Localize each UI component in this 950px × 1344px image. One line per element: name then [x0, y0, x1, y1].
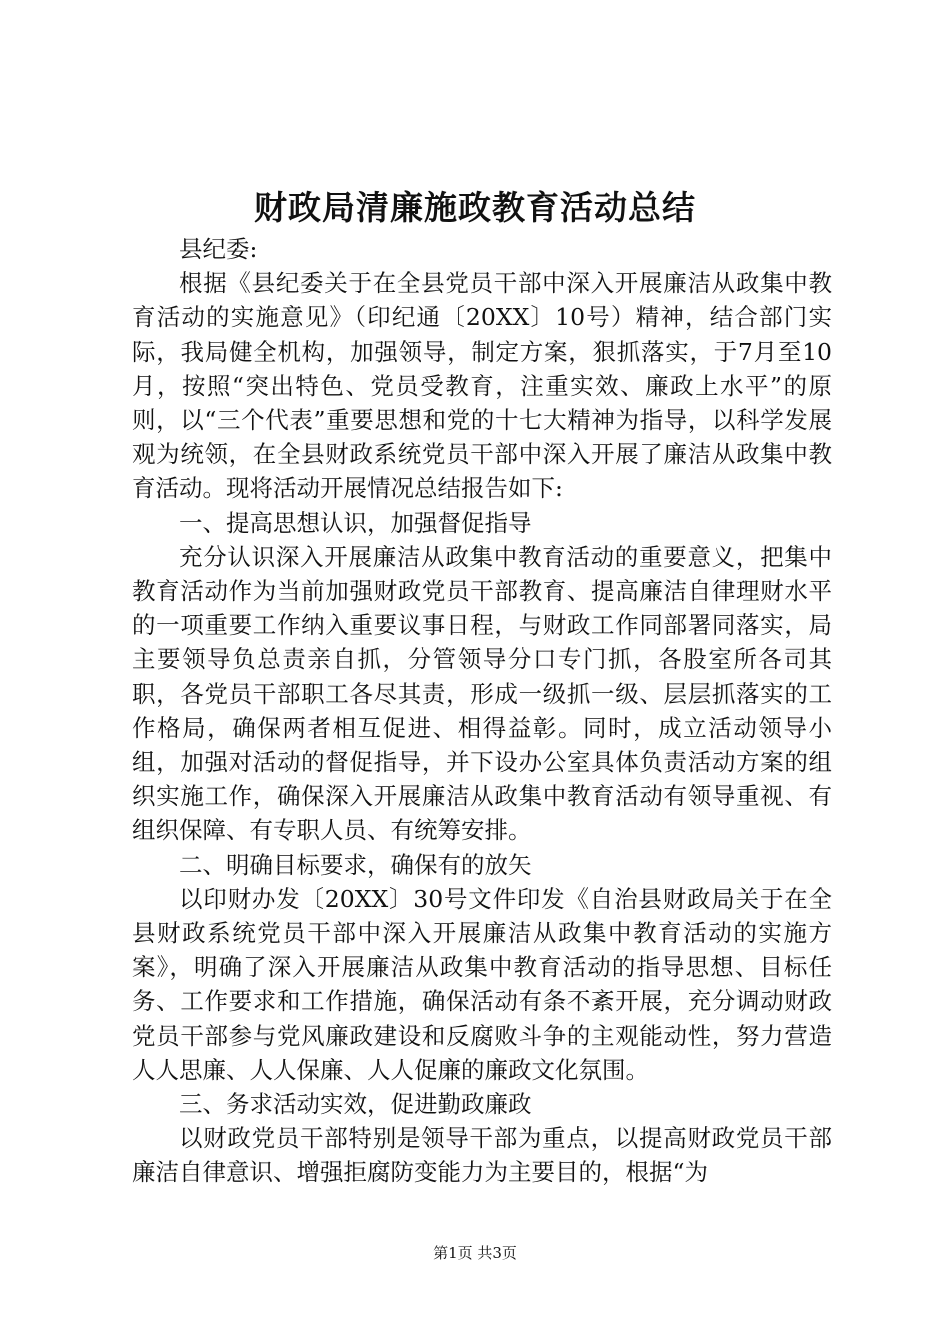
paragraph-section-3: 以财政党员干部特别是领导干部为重点，以提高财政党员干部廉洁自律意识、增强拒腐防变能力为主要目的，根据“为 [132, 1124, 832, 1187]
paragraph-intro: 根据《县纪委关于在全县党员干部中深入开展廉洁从政集中教育活动的实施意见》（印纪通〔20XX〕10号）精神，结合部门实际，我局健全机构，加强领导，制定方案，狠抓落实，于7月至10月，按照“突出特色、党员受教育，注重实效、廉政上水平”的原则，以“三个代表”重要思想和党的十七大精神为指导，以科学发展观为统领，在全县财政系统党员干部中深入开展了廉洁从政集中教育活动。现将活动开展情况总结报告如下: [132, 269, 832, 503]
page-footer: 第1页 共3页 [433, 1244, 517, 1262]
salutation: 县纪委: [179, 235, 258, 263]
paragraph-section-1: 充分认识深入开展廉洁从政集中教育活动的重要意义，把集中教育活动作为当前加强财政党员干部教育、提高廉洁自律理财水平的一项重要工作纳入重要议事日程，与财政工作同部署同落实，局主要领导负总责亲自抓，分管领导分口专门抓，各股室所各司其职，各党员干部职工各尽其责，形成一级抓一级、层层抓落实的工作格局，确保两者相互促进、相得益彰。同时，成立活动领导小组，加强对活动的督促指导，并下设办公室具体负责活动方案的组织实施工作，确保深入开展廉洁从政集中教育活动有领导重视、有组织保障、有专职人员、有统筹安排。 [132, 542, 832, 845]
section-heading-2: 二、明确目标要求，确保有的放矢 [179, 850, 532, 879]
paragraph-section-2: 以印财办发〔20XX〕30号文件印发《自治县财政局关于在全县财政系统党员干部中深入开展廉洁从政集中教育活动的实施方案》，明确了深入开展廉洁从政集中教育活动的指导思想、目标任务、工作要求和工作措施，确保活动有条不紊开展，充分调动财政党员干部参与党风廉政建设和反腐败斗争的主观能动性，努力营造人人思廉、人人保廉、人人促廉的廉政文化氛围。 [132, 884, 832, 1084]
section-heading-3: 三、务求活动实效，促进勤政廉政 [179, 1090, 532, 1119]
document-title: 财政局清廉施政教育活动总结 [254, 188, 696, 227]
document-body [132, 232, 832, 1190]
section-heading-1: 一、提高思想认识，加强督促指导 [179, 508, 532, 537]
